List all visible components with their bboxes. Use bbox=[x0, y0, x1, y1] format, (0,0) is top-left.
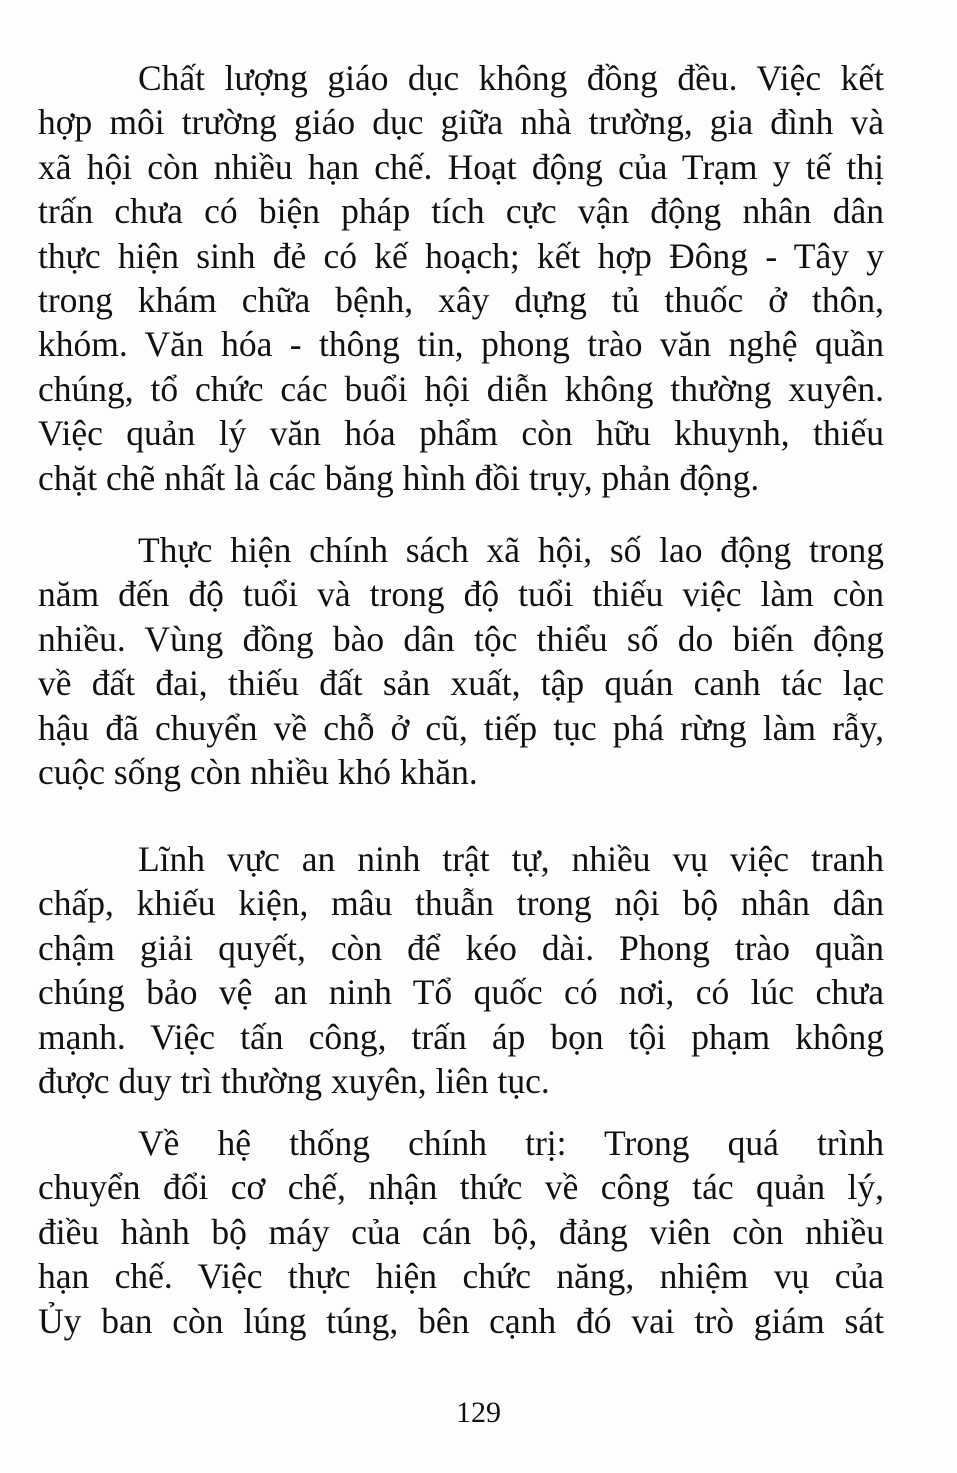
text-line: Việc quản lý văn hóa phẩm còn hữu khuynh, thiếu bbox=[38, 413, 884, 454]
text-line: hợp môi trường giáo dục giữa nhà trường, gia đình và bbox=[38, 102, 884, 143]
text-line: chúng, tổ chức các buổi hội diễn không thường xuyên. bbox=[38, 368, 884, 409]
text-line: trong khám chữa bệnh, xây dựng tủ thuốc ở thôn, bbox=[38, 280, 884, 321]
text-line: thực hiện sinh đẻ có kế hoạch; kết hợp Đông - Tây y bbox=[38, 235, 884, 276]
text-line: năm đến độ tuổi và trong độ tuổi thiếu việc làm còn bbox=[38, 574, 884, 615]
text-line: mạnh. Việc tấn công, trấn áp bọn tội phạm không bbox=[38, 1016, 884, 1057]
text-line: hậu đã chuyển về chỗ ở cũ, tiếp tục phá rừng làm rẫy, bbox=[38, 707, 884, 748]
text-line: khóm. Văn hóa - thông tin, phong trào văn nghệ quần bbox=[38, 324, 884, 365]
text-line: được duy trì thường xuyên, liên tục. bbox=[38, 1061, 550, 1102]
text-line: nhiều. Vùng đồng bào dân tộc thiểu số do biến động bbox=[38, 618, 884, 659]
text-line: cuộc sống còn nhiều khó khăn. bbox=[38, 752, 478, 793]
text-line: về đất đai, thiếu đất sản xuất, tập quán canh tác lạc bbox=[38, 663, 884, 704]
paragraph-3 bbox=[38, 837, 884, 1103]
text-line: Lĩnh vực an ninh trật tự, nhiều vụ việc tranh bbox=[138, 839, 884, 879]
text-line: Chất lượng giáo dục không đồng đều. Việc kết bbox=[138, 58, 884, 98]
text-line: Thực hiện chính sách xã hội, số lao động trong bbox=[138, 530, 884, 570]
text-line: chấp, khiếu kiện, mâu thuẫn trong nội bộ nhân dân bbox=[38, 883, 884, 924]
paragraph-1 bbox=[38, 56, 884, 500]
text-line: chuyển đổi cơ chế, nhận thức về công tác quản lý, bbox=[38, 1167, 884, 1208]
text-line: chặt chẽ nhất là các băng hình đồi trụy, phản động. bbox=[38, 457, 760, 498]
text-line: Ủy ban còn lúng túng, bên cạnh đó vai trò giám sát bbox=[38, 1300, 884, 1341]
text-line: hạn chế. Việc thực hiện chức năng, nhiệm vụ của bbox=[38, 1256, 884, 1297]
text-line: xã hội còn nhiều hạn chế. Hoạt động của Trạm y tế thị bbox=[38, 146, 884, 187]
page-number: 129 bbox=[456, 1396, 501, 1429]
text-line: chậm giải quyết, còn để kéo dài. Phong trào quần bbox=[38, 927, 884, 968]
paragraph-2 bbox=[38, 528, 884, 794]
paragraph-4 bbox=[38, 1121, 884, 1343]
text-line: Về hệ thống chính trị: Trong quá trình bbox=[138, 1123, 884, 1163]
text-line: điều hành bộ máy của cán bộ, đảng viên còn nhiều bbox=[38, 1211, 884, 1252]
text-line: trấn chưa có biện pháp tích cực vận động nhân dân bbox=[38, 191, 884, 232]
text-line: chúng bảo vệ an ninh Tổ quốc có nơi, có lúc chưa bbox=[38, 972, 884, 1013]
